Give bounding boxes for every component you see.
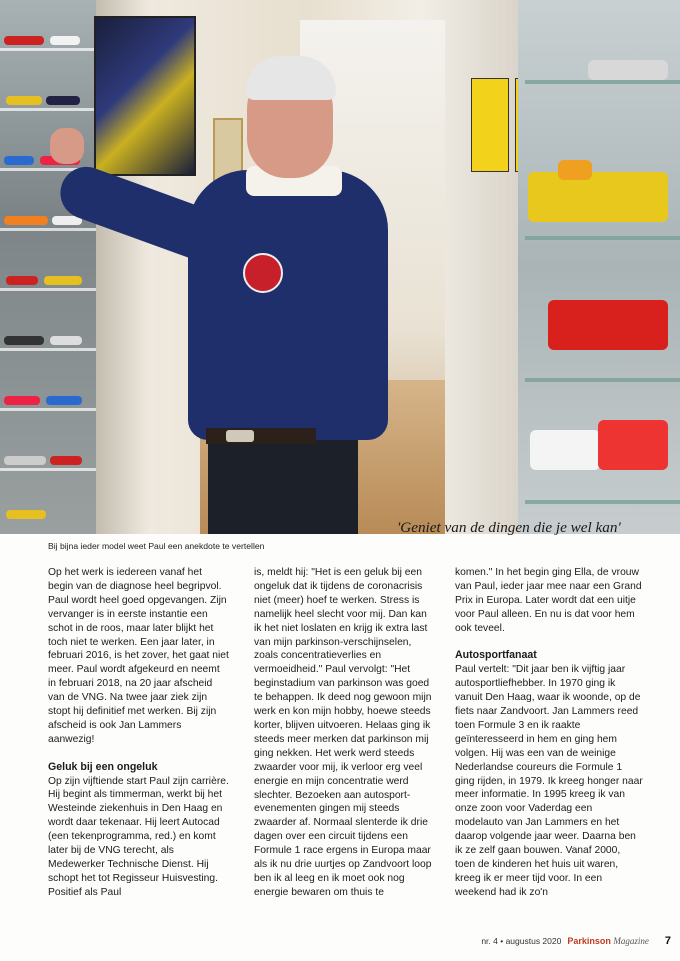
magazine-brand <box>567 936 649 946</box>
paragraph: komen." In het begin ging Ella, de vrouw van Paul, ieder jaar mee naar een Grand Prix in Europa. Later wordt dat een uitje voor Paul alleen. En nu is dat voor hem ook teveel. <box>455 567 642 634</box>
section-heading: Autosportfanaat <box>455 649 537 662</box>
paragraph: Op zijn vijftiende start Paul zijn carrière. Hij begint als timmerman, werkt bij het Westeinde ziekenhuis in Den Haag en wordt daar tekenaar. Hij leert Autocad (een tekenprogramma, red.) en komt later bij de VNG terecht, als Medewerker Technische Dienst. Hij schopt het tot Regisseur Huisvesting. Positief als Paul <box>48 775 229 898</box>
pointing-hand <box>50 128 84 164</box>
person-sweater <box>188 170 388 440</box>
belt-buckle <box>226 430 254 442</box>
page-footer <box>481 935 671 947</box>
page-number: 7 <box>664 935 671 947</box>
person-jeans <box>208 440 358 534</box>
article-column-3 <box>455 566 643 914</box>
brand-suffix: Magazine <box>613 936 649 946</box>
article-column-1 <box>48 566 230 914</box>
pull-quote: 'Geniet van de dingen die je wel kan' <box>397 519 621 536</box>
article-column-2 <box>254 566 436 914</box>
belt <box>206 428 316 444</box>
model-car-display-left <box>0 0 96 534</box>
photo-caption: Bij bijna ieder model weet Paul een anekdote te vertellen <box>48 541 265 551</box>
section-heading: Geluk bij een ongeluk <box>48 760 158 773</box>
caution-sign <box>471 78 509 172</box>
race-car-poster <box>94 16 196 176</box>
sweater-logo-badge <box>243 253 283 293</box>
paragraph: Paul vertelt: "Dit jaar ben ik vijftig jaar autosportliefhebber. In 1970 ging ik vanuit Den Haag, waar ik woonde, op de fiets naar Zandvoort. Jan Lammers reed toen Formule 3 en ik raakte geïnteresseerd in hem en ging hem volgen. Hij was een van de weinige Nederlandse coureurs die Formule 1 ging rijden, in 1979. Ik kreeg honger naar meer informatie. In 1995 kreeg ik van onze zoon voor Vaderdag een modelauto van Jan Lammers en het daarop volgende jaar weer. Daarna ben ik ze zelf gaan bouwen. Vanaf 2000, toen de kinderen het huis uit waren, kreeg ik er meer tijd voor. In een weekend had ik zo'n <box>455 664 643 898</box>
paragraph: is, meldt hij: "Het is een geluk bij een ongeluk dat ik tijdens de coronacrisis niet (meer) hoef te werken. Stress is namelijk heel slecht voor mij. Dan kan ik het niet loslaten en krijg ik extra last van mijn parkinson-verschijnselen, zoals concentratieverlies en vermoeidheid." Paul vervolgt: "Het beginstadium van parkinson was goed te behappen. Ik deed nog gewoon mijn werk en kon mijn hobby, hoewe steeds korter, blijven uitvoeren. Helaas ging ik steeds meer merken dat parkinson mij ging nekken. Het werk werd steeds zwaarder voor mij, ik verloor erg veel energie en mijn concentratie werd slechter. Bezoeken aan autosport-evenementen gingen mij steeds zwaarder af. Normaal slenterde ik drie dagen over een circuit tijdens een Formule 1 race ergens in Europa maar als ik nu drie uurtjes op Zandvoort loop ben ik al leeg en ik moet ook nog energie bewaren om thuis te <box>254 567 432 898</box>
issue-info: nr. 4 • augustus 2020 <box>481 936 562 946</box>
brand-name: Parkinson <box>567 936 611 946</box>
paragraph: Op het werk is iedereen vanaf het begin van de diagnose heel begripvol. Paul wordt heel goed opgevangen. Zijn vervanger is in eerste instantie een schot in de roos, maar later blijkt het toch niet te werken. Een jaar later, in februari 2016, is het zover, het gaat niet meer. Paul wordt afgekeurd en neemt in februari 2018, na 20 jaar afscheid van de VNG. Na twee jaar ziek zijn stopt hij definitief met werken. Bij zijn afscheid is ook Jan Lammers aanwezig! <box>48 567 229 745</box>
